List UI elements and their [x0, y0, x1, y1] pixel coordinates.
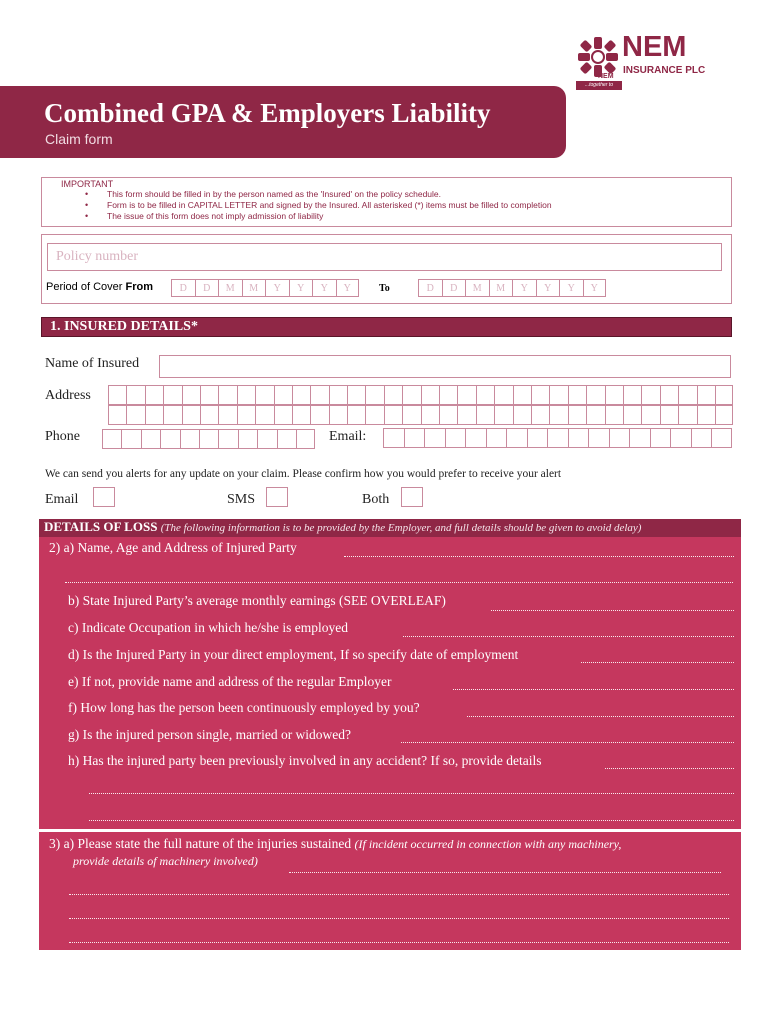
character-cell[interactable]	[457, 405, 475, 425]
character-cell[interactable]	[384, 385, 402, 405]
character-cell[interactable]	[329, 385, 347, 405]
period-of-cover-label	[46, 281, 153, 293]
character-cell[interactable]	[691, 428, 712, 448]
character-cell[interactable]	[660, 405, 678, 425]
character-cell[interactable]	[531, 405, 549, 425]
character-cell[interactable]	[650, 428, 671, 448]
question-2b: b) State Injured Party’s average monthly earnings (SEE OVERLEAF)	[68, 593, 446, 608]
character-cell[interactable]	[126, 385, 144, 405]
character-cell[interactable]	[218, 405, 236, 425]
from-date-field[interactable]	[171, 279, 359, 297]
character-cell[interactable]	[568, 405, 586, 425]
character-cell[interactable]	[586, 385, 604, 405]
question-3a-note: (If incident occurred in connection with any machinery,	[354, 837, 622, 851]
section-insured-details-header	[41, 317, 732, 337]
character-cell[interactable]	[641, 385, 659, 405]
details-of-loss-title: DETAILS OF LOSS	[44, 519, 158, 534]
date-char-cell[interactable]: D	[171, 279, 195, 297]
answer-line-2d[interactable]	[581, 662, 734, 663]
character-cell[interactable]	[486, 428, 507, 448]
answer-line-2a-extra[interactable]	[65, 582, 733, 583]
character-cell[interactable]	[568, 428, 589, 448]
alert-sms-checkbox[interactable]	[266, 487, 288, 507]
character-cell[interactable]	[218, 385, 236, 405]
character-cell[interactable]	[605, 385, 623, 405]
character-cell[interactable]	[421, 385, 439, 405]
from-label: From	[125, 281, 153, 293]
character-cell[interactable]	[586, 405, 604, 425]
character-cell[interactable]	[715, 385, 733, 405]
policy-block	[41, 234, 732, 304]
character-cell[interactable]	[365, 385, 383, 405]
question-3a-note-2: provide details of machinery involved)	[73, 854, 258, 868]
character-cell[interactable]	[126, 405, 144, 425]
alert-both-checkbox[interactable]	[401, 487, 423, 507]
logo-tagline: ...together to succeed	[576, 81, 622, 90]
question-2f: f) How long has the person been continuously employed by you?	[68, 700, 420, 715]
character-cell[interactable]	[439, 385, 457, 405]
page-title: Combined GPA & Employers Liability	[44, 98, 491, 128]
character-cell[interactable]	[513, 405, 531, 425]
character-cell[interactable]	[547, 428, 568, 448]
character-cell[interactable]	[121, 429, 140, 449]
question-2d: d) Is the Injured Party in your direct employment, If so specify date of employment	[68, 647, 519, 662]
character-cell[interactable]	[274, 405, 292, 425]
question-2c: c) Indicate Occupation in which he/she is employed	[68, 620, 349, 635]
character-cell[interactable]	[465, 428, 486, 448]
to-date-field[interactable]	[418, 279, 606, 297]
character-cell[interactable]	[145, 405, 163, 425]
character-cell[interactable]	[292, 385, 310, 405]
date-char-cell[interactable]: Y	[512, 279, 536, 297]
answer-line-2e[interactable]	[453, 689, 734, 690]
character-cell[interactable]	[163, 405, 181, 425]
character-cell[interactable]	[218, 429, 237, 449]
character-cell[interactable]	[237, 385, 255, 405]
alert-sms-label: SMS	[227, 492, 256, 507]
character-cell[interactable]	[108, 385, 126, 405]
character-cell[interactable]	[715, 405, 733, 425]
answer-line-3a[interactable]	[289, 872, 721, 873]
character-cell[interactable]	[365, 405, 383, 425]
character-cell[interactable]	[180, 429, 199, 449]
injuries-section	[39, 832, 741, 950]
date-char-cell[interactable]: M	[218, 279, 242, 297]
character-cell[interactable]	[274, 385, 292, 405]
character-cell[interactable]	[568, 385, 586, 405]
character-cell[interactable]	[402, 405, 420, 425]
character-cell[interactable]	[623, 405, 641, 425]
character-cell[interactable]	[182, 405, 200, 425]
date-char-cell[interactable]: Y	[265, 279, 289, 297]
date-char-cell[interactable]: M	[242, 279, 266, 297]
question-2g: g) Is the injured person single, married or widowed?	[68, 727, 352, 742]
character-cell[interactable]	[145, 385, 163, 405]
to-label: To	[379, 283, 390, 294]
company-logo	[576, 31, 741, 97]
date-char-cell[interactable]: D	[195, 279, 219, 297]
date-char-cell[interactable]: Y	[559, 279, 583, 297]
logo-subtitle: INSURANCE PLC	[623, 65, 706, 76]
character-cell[interactable]	[678, 405, 696, 425]
date-char-cell[interactable]: D	[442, 279, 466, 297]
character-cell[interactable]	[200, 385, 218, 405]
phone-label: Phone	[45, 429, 80, 444]
answer-line-2h-extra-2[interactable]	[89, 820, 734, 821]
character-cell[interactable]	[711, 428, 732, 448]
address-line-1-cells[interactable]	[108, 385, 733, 405]
character-cell[interactable]	[641, 405, 659, 425]
character-cell[interactable]	[257, 429, 276, 449]
character-cell[interactable]	[623, 385, 641, 405]
character-cell[interactable]	[445, 428, 466, 448]
character-cell[interactable]	[549, 405, 567, 425]
character-cell[interactable]	[513, 385, 531, 405]
character-cell[interactable]	[255, 385, 273, 405]
policy-number-field[interactable]	[47, 243, 722, 271]
character-cell[interactable]	[108, 405, 126, 425]
character-cell[interactable]	[421, 405, 439, 425]
email-label: Email:	[329, 429, 367, 444]
character-cell[interactable]	[237, 405, 255, 425]
details-of-loss-section	[39, 537, 741, 829]
character-cell[interactable]	[476, 405, 494, 425]
character-cell[interactable]	[670, 428, 691, 448]
character-cell[interactable]	[494, 385, 512, 405]
character-cell[interactable]	[277, 429, 296, 449]
answer-line-2c[interactable]	[403, 636, 734, 637]
character-cell[interactable]	[238, 429, 257, 449]
question-3a-text: 3) a) Please state the full nature of the injuries sustained	[49, 836, 352, 851]
character-cell[interactable]	[549, 385, 567, 405]
character-cell[interactable]	[629, 428, 650, 448]
character-cell[interactable]	[182, 385, 200, 405]
phone-cells[interactable]	[102, 429, 315, 449]
date-char-cell[interactable]: M	[489, 279, 513, 297]
name-of-insured-input[interactable]	[159, 355, 731, 378]
character-cell[interactable]	[199, 429, 218, 449]
answer-line-3a-extra-2[interactable]	[69, 918, 729, 919]
question-2a: 2) a) Name, Age and Address of Injured Party	[49, 540, 297, 555]
question-2h: h) Has the injured party been previously involved in any accident? If so, provide details	[68, 753, 542, 768]
date-char-cell[interactable]: Y	[536, 279, 560, 297]
alert-preference-text: We can send you alerts for any update on your claim. Please confirm how you would prefer to receive your alert	[45, 468, 562, 480]
character-cell[interactable]	[160, 429, 179, 449]
important-item: • This form should be filled in by the person named as the 'Insured' on the policy schedule.	[82, 189, 552, 200]
character-cell[interactable]	[310, 385, 328, 405]
character-cell[interactable]	[588, 428, 609, 448]
important-list	[82, 189, 552, 222]
important-item: • Form is to be filled in CAPITAL LETTER and signed by the Insured. All asterisked (*) items must be filled to completion	[82, 200, 552, 211]
answer-line-3a-extra-1[interactable]	[69, 894, 729, 895]
alert-email-label: Email	[45, 492, 79, 507]
question-2e: e) If not, provide name and address of the regular Employer	[68, 674, 392, 689]
details-of-loss-note: (The following information is to be provided by the Employer, and full details should be given to avoid delay)	[160, 522, 642, 534]
character-cell[interactable]	[347, 405, 365, 425]
character-cell[interactable]	[383, 428, 404, 448]
date-char-cell[interactable]: Y	[336, 279, 360, 297]
character-cell[interactable]	[255, 405, 273, 425]
answer-line-3a-extra-3[interactable]	[69, 942, 729, 943]
alert-email-checkbox[interactable]	[93, 487, 115, 507]
character-cell[interactable]	[296, 429, 315, 449]
page-subtitle: Claim form	[45, 131, 113, 147]
character-cell[interactable]	[384, 405, 402, 425]
character-cell[interactable]	[605, 405, 623, 425]
details-of-loss-header	[39, 519, 741, 537]
character-cell[interactable]	[141, 429, 160, 449]
section-title: 1. INSURED DETAILS*	[50, 319, 198, 334]
address-label: Address	[45, 388, 91, 403]
character-cell[interactable]	[476, 385, 494, 405]
character-cell[interactable]	[200, 405, 218, 425]
character-cell[interactable]	[102, 429, 121, 449]
character-cell[interactable]	[531, 385, 549, 405]
date-char-cell[interactable]: Y	[289, 279, 313, 297]
character-cell[interactable]	[660, 385, 678, 405]
answer-line-2h[interactable]	[605, 768, 734, 769]
character-cell[interactable]	[424, 428, 445, 448]
date-char-cell[interactable]: D	[418, 279, 442, 297]
address-line-2-cells[interactable]	[108, 405, 733, 425]
character-cell[interactable]	[292, 405, 310, 425]
period-label: Period of Cover	[46, 281, 123, 293]
important-item: • The issue of this form does not imply admission of liability	[82, 211, 552, 222]
character-cell[interactable]	[697, 385, 715, 405]
character-cell[interactable]	[404, 428, 425, 448]
name-of-insured-label: Name of Insured	[45, 356, 140, 371]
character-cell[interactable]	[697, 405, 715, 425]
alert-both-label: Both	[362, 492, 390, 507]
date-char-cell[interactable]: M	[465, 279, 489, 297]
policy-number-placeholder: Policy number	[56, 249, 139, 264]
question-3a	[49, 836, 621, 852]
character-cell[interactable]	[527, 428, 548, 448]
logo-name: NEM	[622, 31, 687, 63]
date-char-cell[interactable]: Y	[312, 279, 336, 297]
character-cell[interactable]	[494, 405, 512, 425]
character-cell[interactable]	[439, 405, 457, 425]
character-cell[interactable]	[402, 385, 420, 405]
answer-line-2a[interactable]	[344, 556, 734, 557]
date-char-cell[interactable]: Y	[583, 279, 607, 297]
character-cell[interactable]	[329, 405, 347, 425]
logo-small-text: NEM	[598, 73, 614, 80]
character-cell[interactable]	[347, 385, 365, 405]
important-label: IMPORTANT	[61, 179, 114, 189]
character-cell[interactable]	[506, 428, 527, 448]
important-notice	[41, 177, 732, 227]
email-cells[interactable]	[383, 428, 732, 448]
answer-line-2h-extra-1[interactable]	[89, 793, 734, 794]
character-cell[interactable]	[310, 405, 328, 425]
character-cell[interactable]	[609, 428, 630, 448]
answer-line-2f[interactable]	[467, 716, 734, 717]
answer-line-2b[interactable]	[491, 610, 734, 611]
answer-line-2g[interactable]	[401, 742, 734, 743]
character-cell[interactable]	[678, 385, 696, 405]
character-cell[interactable]	[457, 385, 475, 405]
character-cell[interactable]	[163, 385, 181, 405]
